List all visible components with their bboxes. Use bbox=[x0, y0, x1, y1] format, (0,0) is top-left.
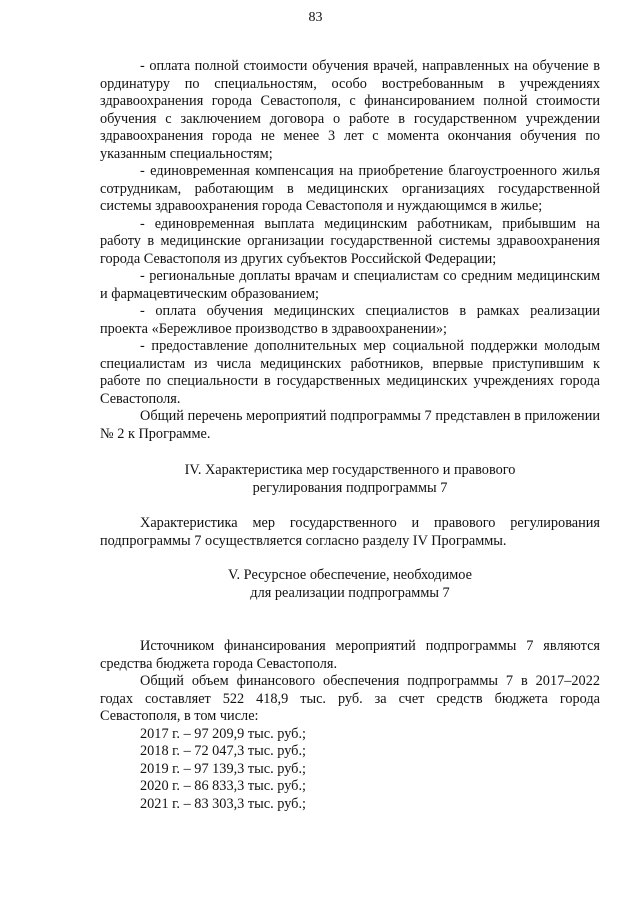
year-funding-line: 2021 г. – 83 303,3 тыс. руб.; bbox=[140, 795, 306, 812]
document-body bbox=[100, 58, 600, 813]
section-5-heading bbox=[100, 567, 600, 602]
year-funding-line: 2017 г. – 97 209,9 тыс. руб.; bbox=[140, 725, 306, 742]
year-funding-line: 2019 г. – 97 139,3 тыс. руб.; bbox=[140, 760, 306, 777]
section-5-heading-line: V. Ресурсное обеспечение, необходимое bbox=[228, 567, 472, 583]
section-5-paragraph: Источником финансирования мероприятий подпрограммы 7 являются средства бюджета города Севастополя. bbox=[100, 638, 600, 672]
section-4-heading-line: IV. Характеристика мер государственного и правового bbox=[184, 462, 516, 478]
section-4-text: Характеристика мер государственного и правового регулирования подпрограммы 7 осуществляется согласно разделу IV Программы. bbox=[100, 515, 600, 549]
bullet-item: - оплата полной стоимости обучения врачей, направленных на обучение в ординатуру по специальностям, особо востребованным в учреждениях здравоохранения города Севастополя, с финансированием полной стоимости обучения с заключением договора о работе в государственном учреждении здравоохранения города не менее 3 лет с момента окончания обучения по указанным специальностям; bbox=[100, 58, 600, 162]
yearly-funding-list bbox=[100, 726, 600, 814]
bullet-item: - единовременная выплата медицинским работникам, прибывшим на работу в медицинские организации государственной системы здравоохранения города Севастополя из других субъектов Российской Федерации; bbox=[100, 215, 600, 267]
page-number: 83 bbox=[308, 10, 323, 25]
section-5-heading-line: для реализации подпрограммы 7 bbox=[250, 584, 450, 601]
year-funding-line: 2018 г. – 72 047,3 тыс. руб.; bbox=[140, 743, 306, 759]
list-reference-paragraph: Общий перечень мероприятий подпрограммы 7 представлен в приложении № 2 к Программе. bbox=[100, 408, 600, 442]
section-4-heading bbox=[100, 462, 600, 497]
year-funding-line: 2020 г. – 86 833,3 тыс. руб.; bbox=[140, 778, 306, 794]
bullet-item: - региональные доплаты врачам и специалистам со средним медицинским и фармацевтическим образованием; bbox=[100, 268, 600, 302]
bullet-item: - единовременная компенсация на приобретение благоустроенного жилья сотрудникам, работающим в медицинских организациях государственной системы здравоохранения города Севастополя и нуждающимся в жилье; bbox=[100, 163, 600, 214]
section-5-paragraph: Общий объем финансового обеспечения подпрограммы 7 в 2017–2022 годах составляет 522 418,9 тыс. руб. за счет средств бюджета города Севастополя, в том числе: bbox=[100, 673, 600, 724]
bullet-item: - предоставление дополнительных мер социальной поддержки молодым специалистам из числа медицинских работников, впервые приступившим к работе по специальности в государственных медицинских учреждениях города Севастополя. bbox=[100, 338, 600, 407]
bullet-item: - оплата обучения медицинских специалистов в рамках реализации проекта «Бережливое производство в здравоохранении»; bbox=[100, 303, 600, 337]
section-4-heading-line: регулирования подпрограммы 7 bbox=[252, 479, 448, 496]
